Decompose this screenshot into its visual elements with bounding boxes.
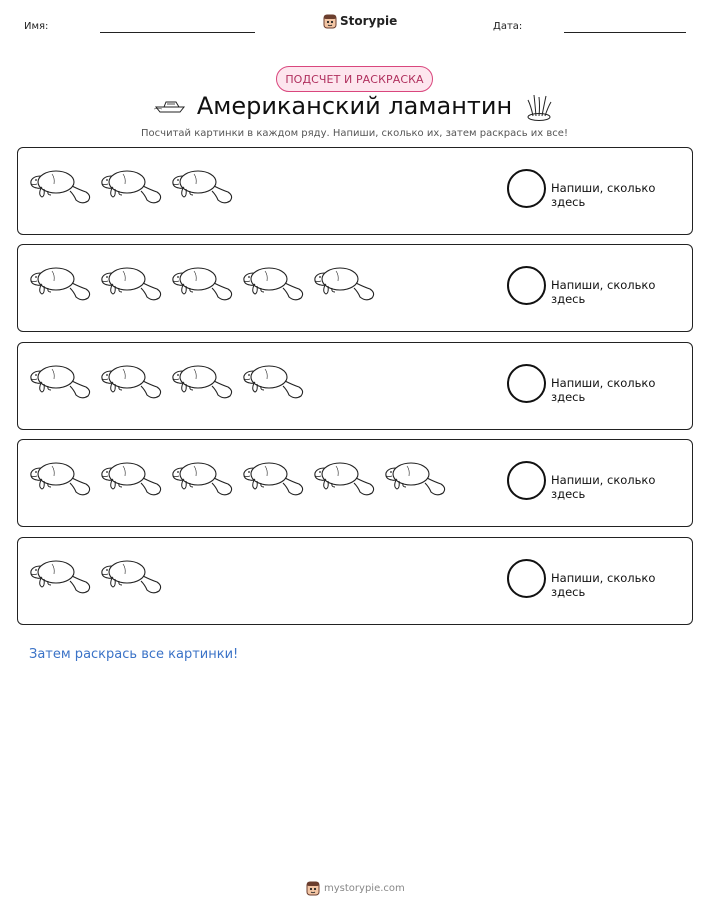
- manatee-icon[interactable]: [99, 259, 165, 309]
- counting-row-1: [17, 147, 693, 235]
- manatee-icon[interactable]: [383, 454, 449, 504]
- answer-circle[interactable]: [507, 559, 546, 598]
- manatee-icon[interactable]: [28, 357, 94, 407]
- storypie-logo-icon: [323, 13, 337, 29]
- manatee-icon[interactable]: [170, 357, 236, 407]
- answer-label: Напиши, сколько здесь: [551, 181, 656, 209]
- manatee-icon[interactable]: [241, 357, 307, 407]
- manatee-icon[interactable]: [312, 259, 378, 309]
- date-label: Дата:: [493, 21, 523, 32]
- manatee-icon[interactable]: [99, 357, 165, 407]
- answer-label: Напиши, сколько здесь: [551, 571, 656, 599]
- manatee-icon[interactable]: [28, 259, 94, 309]
- date-line[interactable]: [564, 32, 686, 33]
- manatee-icon[interactable]: [28, 552, 94, 602]
- manatee-icon[interactable]: [28, 454, 94, 504]
- manatee-icon[interactable]: [99, 162, 165, 212]
- storypie-logo-icon: [306, 880, 320, 896]
- counting-row-3: [17, 342, 693, 430]
- answer-label: Напиши, сколько здесь: [551, 473, 656, 501]
- manatee-icon[interactable]: [99, 552, 165, 602]
- name-line[interactable]: [100, 32, 255, 33]
- manatee-icon[interactable]: [170, 162, 236, 212]
- answer-circle[interactable]: [507, 461, 546, 500]
- page-title: Американский ламантин: [196, 92, 513, 120]
- footer-brand: [306, 880, 405, 896]
- manatee-icon[interactable]: [312, 454, 378, 504]
- manatee-icon[interactable]: [241, 259, 307, 309]
- manatee-icon[interactable]: [170, 259, 236, 309]
- category-badge: ПОДСЧЕТ И РАСКРАСКА: [276, 66, 433, 92]
- seagrass-icon: [524, 92, 554, 122]
- manatee-icon[interactable]: [99, 454, 165, 504]
- manatee-icon[interactable]: [28, 162, 94, 212]
- answer-circle[interactable]: [507, 364, 546, 403]
- manatee-icon[interactable]: [241, 454, 307, 504]
- brand: [323, 13, 397, 29]
- counting-row-2: [17, 244, 693, 332]
- answer-label: Напиши, сколько здесь: [551, 278, 656, 306]
- counting-row-5: [17, 537, 693, 625]
- answer-circle[interactable]: [507, 169, 546, 208]
- instructions: Посчитай картинки в каждом ряду. Напиши, сколько их, затем раскрась их все!: [141, 128, 568, 139]
- counting-row-4: [17, 439, 693, 527]
- manatee-icon[interactable]: [170, 454, 236, 504]
- footer-note: Затем раскрась все картинки!: [29, 647, 239, 662]
- brand-name: Storypie: [340, 14, 398, 28]
- name-label: Имя:: [24, 21, 49, 32]
- answer-circle[interactable]: [507, 266, 546, 305]
- footer-site: mystorypie.com: [324, 882, 405, 894]
- answer-label: Напиши, сколько здесь: [551, 376, 656, 404]
